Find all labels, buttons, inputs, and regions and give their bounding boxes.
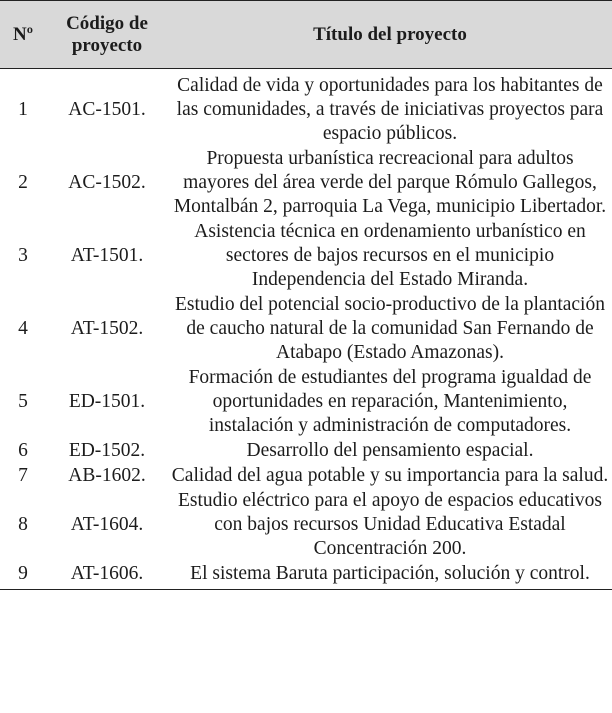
- row-number: 5: [18, 391, 28, 412]
- row-title: Asistencia técnica en ordenamiento urbanístico en sectores de bajos recursos en el municipio Independencia del Estado Miranda.: [194, 221, 586, 290]
- table-body: [0, 69, 612, 590]
- header-code-line2: proyecto: [71, 34, 143, 56]
- table-row: [0, 463, 612, 488]
- row-code: AT-1501.: [70, 245, 144, 266]
- row-code: AC-1501.: [68, 99, 146, 120]
- row-number: 8: [18, 514, 28, 535]
- row-number: 2: [18, 172, 28, 193]
- table-header: [0, 1, 612, 69]
- table-row: [0, 488, 612, 561]
- row-title: El sistema Baruta participación, solución y control.: [168, 561, 612, 590]
- row-title: Calidad del agua potable y su importancia para la salud.: [171, 465, 609, 486]
- row-title: Estudio eléctrico para el apoyo de espacios educativos con bajos recursos Unidad Educativa Estadal Concentración 200.: [178, 490, 602, 559]
- row-code: AT-1502.: [70, 318, 144, 339]
- table-row: [0, 292, 612, 365]
- header-code: [46, 1, 168, 69]
- row-title: Formación de estudiantes del programa igualdad de oportunidades en reparación, Mantenimiento, instalación y administración de computadores.: [188, 367, 592, 436]
- row-title: Propuesta urbanística recreacional para adultos mayores del área verde del parque Rómulo Gallegos, Montalbán 2, parroquia La Vega, municipio Libertador.: [173, 148, 607, 217]
- table-row: [0, 69, 612, 147]
- row-title: Estudio del potencial socio-productivo de la plantación de caucho natural de la comunidad San Fernando de Atabapo (Estado Amazonas).: [175, 294, 605, 363]
- header-code-line1: Código de: [66, 12, 148, 34]
- row-code: AT-1606.: [46, 561, 168, 590]
- header-title: Título del proyecto: [168, 1, 612, 69]
- header-number: Nº: [0, 1, 46, 69]
- row-number: 7: [18, 465, 28, 486]
- row-title: Calidad de vida y oportunidades para los habitantes de las comunidades, a través de iniciativas proyectos para espacio públicos.: [176, 75, 604, 144]
- row-number: 6: [18, 440, 28, 461]
- table-row: [0, 561, 612, 590]
- row-code: AT-1604.: [70, 514, 144, 535]
- header-row: [0, 1, 612, 69]
- row-number: 3: [18, 245, 28, 266]
- row-number: 4: [18, 318, 28, 339]
- row-number: 1: [18, 99, 28, 120]
- row-code: ED-1502.: [68, 440, 146, 461]
- row-code: ED-1501.: [68, 391, 146, 412]
- table-row: [0, 219, 612, 292]
- row-code: AC-1502.: [68, 172, 146, 193]
- row-title: Desarrollo del pensamiento espacial.: [246, 440, 534, 461]
- table-row: [0, 146, 612, 219]
- row-number: 9: [0, 561, 46, 590]
- table-row: [0, 365, 612, 438]
- table-row: [0, 438, 612, 463]
- row-code: AB-1602.: [68, 465, 146, 486]
